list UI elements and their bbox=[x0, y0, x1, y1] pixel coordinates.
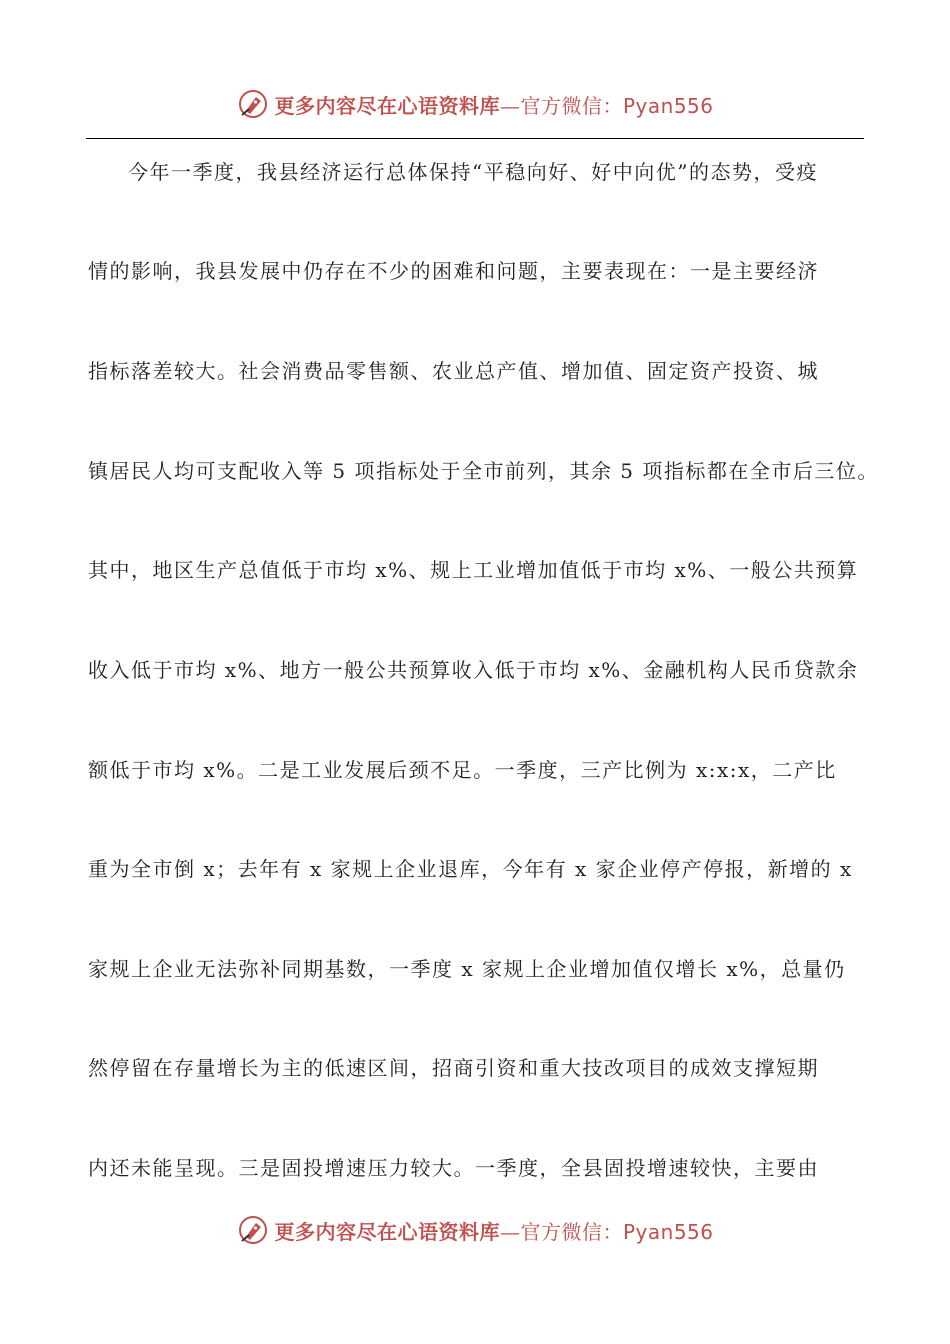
banner-dash: — bbox=[499, 1219, 521, 1244]
banner-wechat-label: 官方微信： bbox=[520, 93, 623, 118]
banner-brand: 更多内容尽在心语资料库 bbox=[274, 93, 500, 118]
header-rule bbox=[86, 138, 864, 139]
pen-nib-icon bbox=[236, 87, 270, 121]
banner-wechat-label: 官方微信： bbox=[520, 1219, 623, 1244]
banner-wechat-id: Pyan556 bbox=[622, 1219, 714, 1244]
banner-wechat-id: Pyan556 bbox=[622, 93, 714, 118]
paragraph-line: 镇居民人均可支配收入等 5 项指标处于全市前列，其余 5 项指标都在全市后三位。 bbox=[88, 459, 879, 483]
paragraph-line: 今年一季度，我县经济运行总体保持“平稳向好、好中向优”的态势，受疫 bbox=[128, 160, 818, 184]
banner-dash: — bbox=[499, 93, 521, 118]
paragraph-line: 重为全市倒 x；去年有 x 家规上企业退库，今年有 x 家企业停产停报，新增的 x bbox=[88, 857, 853, 881]
banner-text bbox=[274, 90, 713, 119]
paragraph-line: 收入低于市均 x%、地方一般公共预算收入低于市均 x%、金融机构人民币贷款余 bbox=[88, 658, 859, 682]
footer-banner bbox=[0, 1210, 950, 1250]
paragraph-line: 指标落差较大。社会消费品零售额、农业总产值、增加值、固定资产投资、城 bbox=[88, 359, 819, 383]
paragraph-line: 其中，地区生产总值低于市均 x%、规上工业增加值低于市均 x%、一般公共预算 bbox=[88, 558, 859, 582]
paragraph-line: 然停留在存量增长为主的低速区间，招商引资和重大技改项目的成效支撑短期 bbox=[88, 1056, 819, 1080]
banner-brand: 更多内容尽在心语资料库 bbox=[274, 1219, 500, 1244]
paragraph-line: 家规上企业无法弥补同期基数，一季度 x 家规上企业增加值仅增长 x%，总量仍 bbox=[88, 957, 846, 981]
paragraph-line: 额低于市均 x%。二是工业发展后颈不足。一季度，三产比例为 x:x:x，二产比 bbox=[88, 758, 837, 782]
paragraph-line: 内还未能呈现。三是固投增速压力较大。一季度，全县固投增速较快，主要由 bbox=[88, 1156, 819, 1180]
banner-text bbox=[274, 1216, 713, 1245]
paragraph-line: 情的影响，我县发展中仍存在不少的困难和问题，主要表现在：一是主要经济 bbox=[88, 259, 819, 283]
pen-nib-icon bbox=[236, 1213, 270, 1247]
header-banner bbox=[0, 84, 950, 124]
